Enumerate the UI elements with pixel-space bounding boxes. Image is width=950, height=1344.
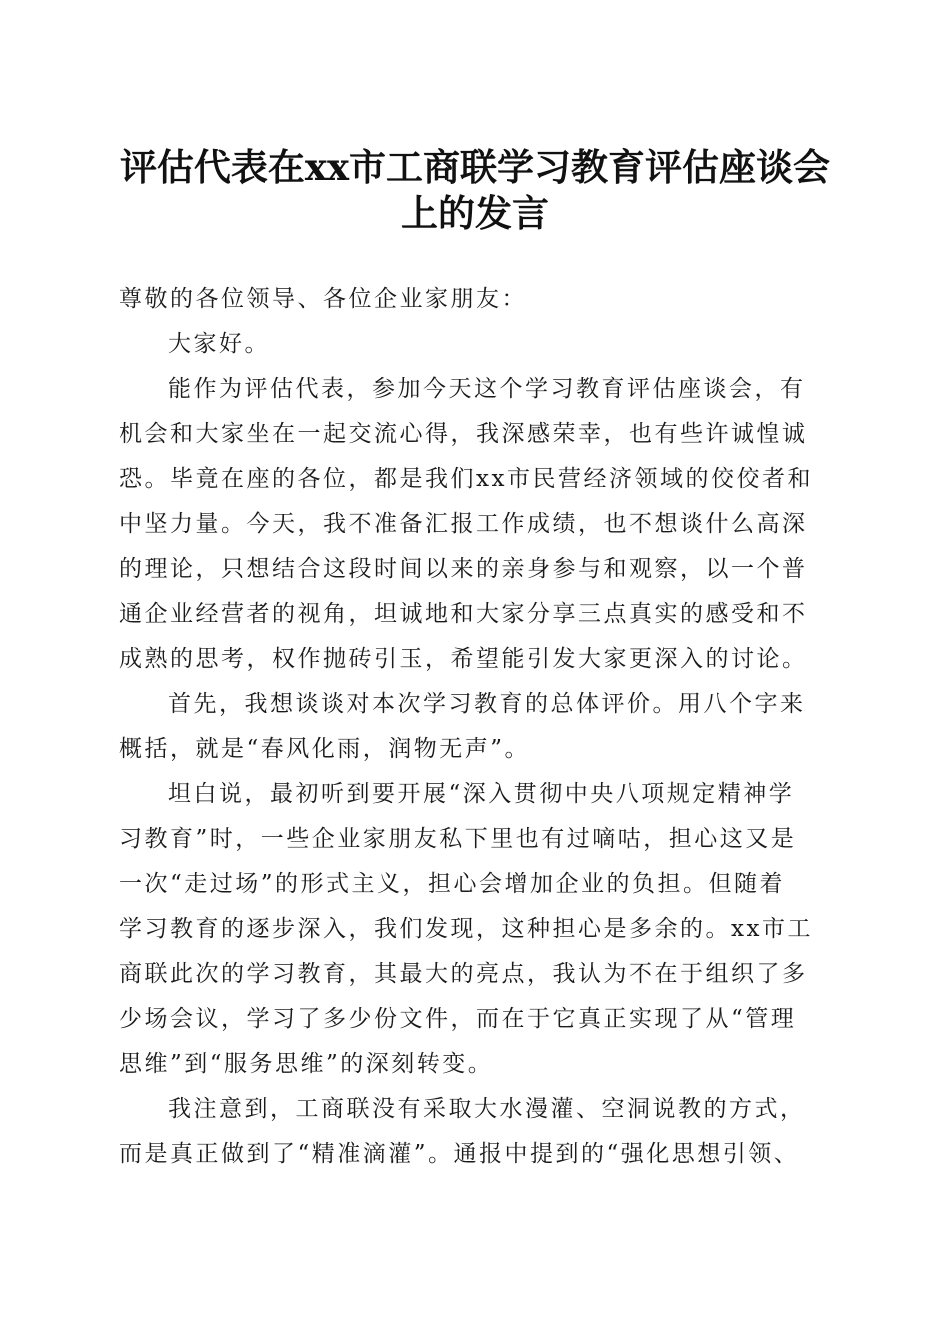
paragraph-2-line-1: 首先，我想谈谈对本次学习教育的总体评价。用八个字来 bbox=[168, 691, 806, 717]
paragraph-1-line-2: 机会和大家坐在一起交流心得，我深感荣幸，也有些许诚惶诚 bbox=[119, 421, 808, 447]
paragraph-3-line-3: 一次“走过场”的形式主义，担心会增加企业的负担。但随着 bbox=[119, 871, 786, 897]
salutation: 尊敬的各位领导、各位企业家朋友： bbox=[119, 286, 527, 312]
paragraph-4-line-1: 我注意到，工商联没有采取大水漫灌、空洞说教的方式， bbox=[168, 1096, 806, 1122]
paragraph-3-line-5: 商联此次的学习教育，其最大的亮点，我认为不在于组织了多 bbox=[119, 961, 808, 987]
paragraph-3-line-6: 少场会议，学习了多少份文件，而在于它真正实现了从“管理 bbox=[119, 1006, 797, 1032]
document-title-line-2: 上的发言 bbox=[401, 191, 549, 235]
paragraph-3-line-1: 坦白说，最初听到要开展“深入贯彻中央八项规定精神学 bbox=[168, 781, 795, 807]
paragraph-1-line-7: 成熟的思考，权作抛砖引玉，希望能引发大家更深入的讨论。 bbox=[119, 646, 808, 672]
paragraph-3-line-7: 思维”到“服务思维”的深刻转变。 bbox=[119, 1051, 494, 1077]
greeting: 大家好。 bbox=[168, 331, 270, 357]
paragraph-1-line-4: 中坚力量。今天，我不准备汇报工作成绩，也不想谈什么高深 bbox=[119, 511, 808, 537]
paragraph-1-line-6: 通企业经营者的视角，坦诚地和大家分享三点真实的感受和不 bbox=[119, 601, 808, 627]
paragraph-4-line-2: 而是真正做到了“精准滴灌”。通报中提到的“强化思想引领、 bbox=[119, 1141, 800, 1167]
paragraph-2-line-2: 概括，就是“春风化雨，润物无声”。 bbox=[119, 736, 531, 762]
paragraph-3-line-4: 学习教育的逐步深入，我们发现，这种担心是多余的。xx市工 bbox=[119, 916, 813, 942]
paragraph-1-line-1: 能作为评估代表，参加今天这个学习教育评估座谈会，有 bbox=[168, 376, 806, 402]
document-title-line-1: 评估代表在xx市工商联学习教育评估座谈会 bbox=[119, 145, 831, 189]
paragraph-3-line-2: 习教育”时，一些企业家朋友私下里也有过嘀咕，担心这又是 bbox=[119, 826, 797, 852]
paragraph-1-line-3: 恐。毕竟在座的各位，都是我们xx市民营经济领域的佼佼者和 bbox=[119, 466, 813, 492]
paragraph-1-line-5: 的理论，只想结合这段时间以来的亲身参与和观察，以一个普 bbox=[119, 556, 808, 582]
